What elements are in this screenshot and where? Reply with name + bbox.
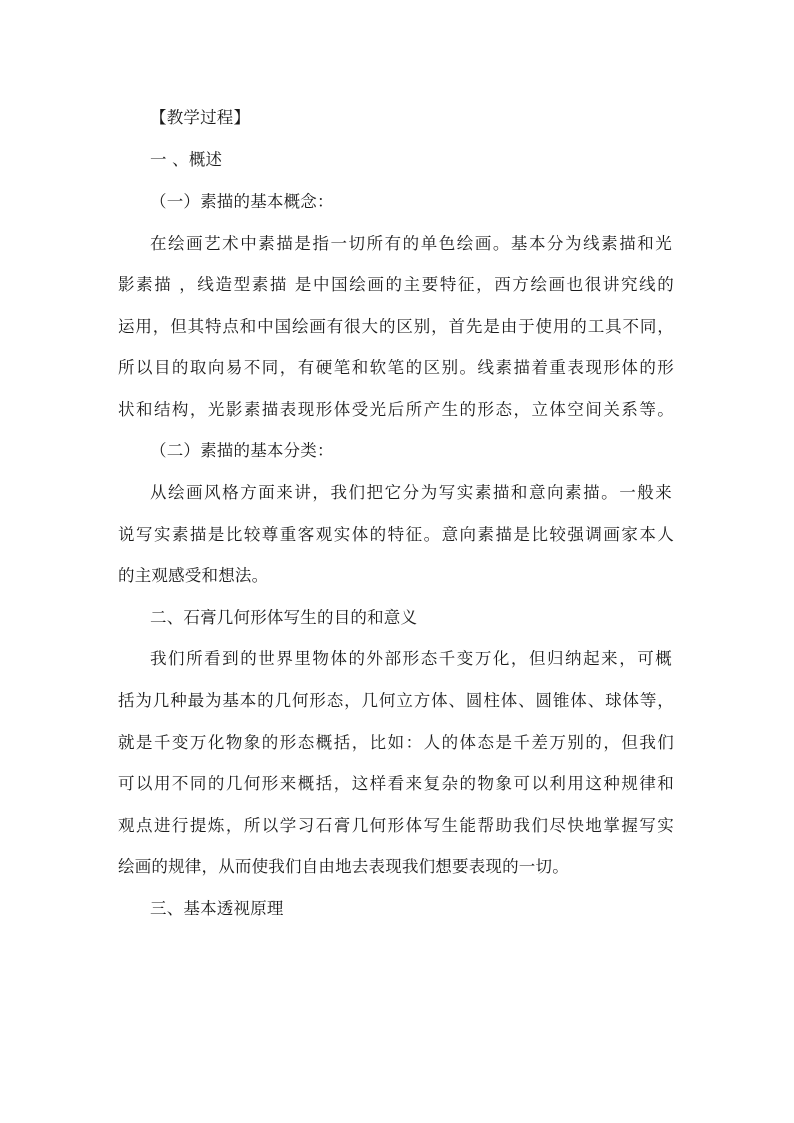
paragraph-line: 所以目的取向易不同，有硬笔和软笔的区别。线素描着重表现形体的形 <box>118 358 674 377</box>
paragraph-line: 括为几种最为基本的几何形态，几何立方体、圆柱体、圆锥体、球体等， <box>118 691 674 710</box>
paragraph-line: 从绘画风格方面来讲，我们把它分为写实素描和意向素描。一般来 <box>150 483 672 502</box>
paragraph-line: 就是千变万化物象的形态概括，比如：人的体态是千差万别的，但我们 <box>118 733 674 752</box>
paragraph-line: 状和结构，光影素描表现形体受光后所产生的形态，立体空间关系等。 <box>118 400 674 419</box>
heading-overview: 一 、概述 <box>150 150 223 169</box>
paragraph-line: 观点进行提炼，所以学习石膏几何形体写生能帮助我们尽快地掌握写实 <box>118 816 674 835</box>
heading-perspective-principles: 三、基本透视原理 <box>150 899 284 918</box>
heading-purpose-meaning: 二、石膏几何形体写生的目的和意义 <box>150 608 418 627</box>
paragraph-line: 在绘画艺术中素描是指一切所有的单色绘画。基本分为线素描和光 <box>150 234 672 253</box>
paragraph-line: 运用，但其特点和中国绘画有很大的区别，首先是由于使用的工具不同， <box>118 317 674 336</box>
paragraph-line: 说写实素描是比较尊重客观实体的特征。意向素描是比较强调画家本人 <box>118 525 674 544</box>
paragraph-line: 绘画的规律，从而使我们自由地去表现我们想要表现的一切。 <box>118 857 569 876</box>
subheading-basic-concept: （一）素描的基本概念： <box>150 192 334 211</box>
paragraph-line: 我们所看到的世界里物体的外部形态千变万化，但归纳起来，可概 <box>150 649 672 668</box>
section-title: 【教学过程】 <box>150 108 251 127</box>
paragraph-line: 可以用不同的几何形来概括，这样看来复杂的物象可以利用这种规律和 <box>118 774 674 793</box>
subheading-basic-classification: （二）素描的基本分类： <box>150 441 334 460</box>
paragraph-line: 影素描 ，线造型素描 是中国绘画的主要特征，西方绘画也很讲究线的 <box>118 275 674 294</box>
paragraph-line: 的主观感受和想法。 <box>118 566 269 585</box>
